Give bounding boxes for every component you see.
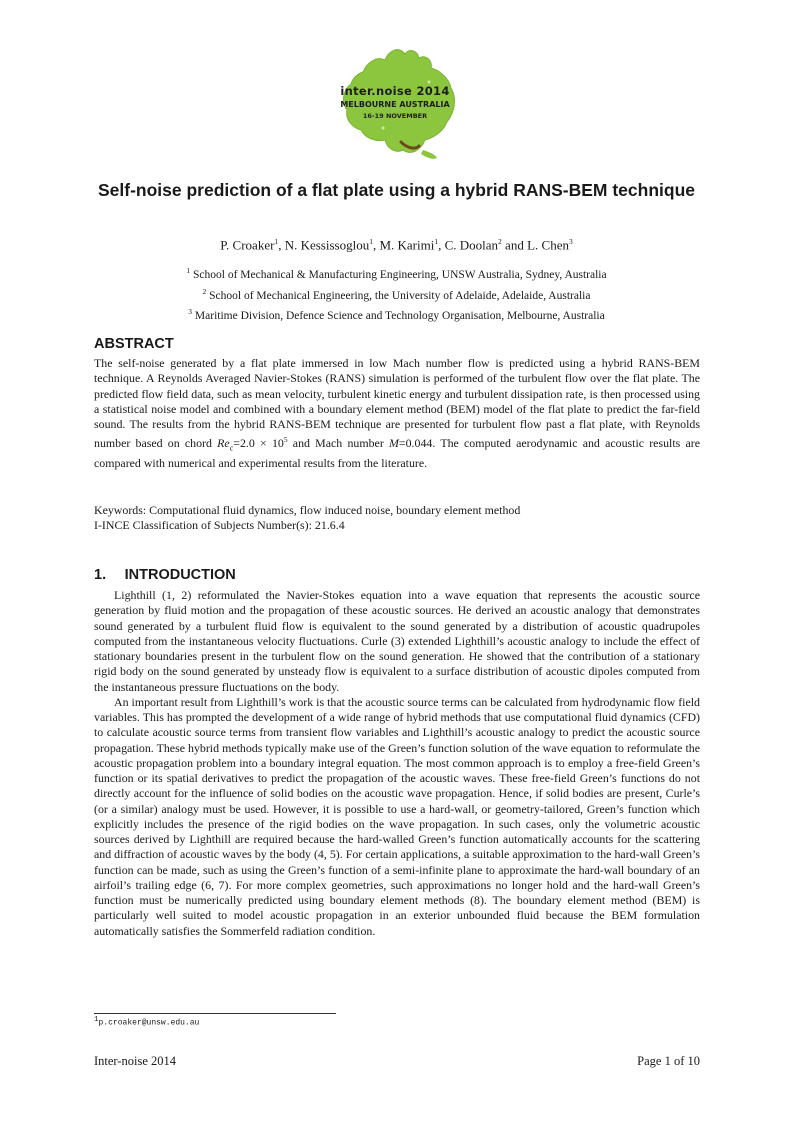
intro-paragraph-2: An important result from Lighthill’s work is that the acoustic source terms can be calculated from hydrodynamic flow field variables. This has prompted the development of a wide range of hybrid methods that use computational fluid dynamics (CFD) to calculate acoustic source terms from transient flow variables and Lighthill’s acoustic analogy to predict the acoustic source propagation. These hybrid methods typically make use of the Green’s function solution of the wave equation to reformulate the acoustic propagation problem into a boundary integral equation. The most common approach is to employ a free-field Green’s function or its spatial derivatives to predict the propagation of the acoustic waves. These free-field Green’s functions do not directly account for the influence of solid bodies on the acoustic wave propagation. Hence, if solid bodies are present, Curle’s (or a similar) analogy must be used. However, it is possible to use a hard-wall, or geometry-tailored, Green’s function which explicitly includes the presence of the rigid bodies on the wave propagation. In such cases, only the volumetric acoustic sources derived by Lighthill are required because the hard-walled Green’s function automatically accounts for the scattering and diffraction of acoustic waves by the body (4, 5). For certain applications, a suitable approximation to the hard-wall Green’s function can be made, such as using the Green’s function of a semi-infinite plane to approximate the hard-wall boundary of an airfoil’s trailing edge (6, 7). For more complex geometries, such approximations no longer hold and the hard-wall Green’s function must be numerically predicted using boundary element methods (8). The boundary element method (BEM) is particularly well suited to model acoustic propagation in an exterior unbounded fluid because the BEM formulation automatically satisfies the Sommerfeld radiation condition. xyxy=(94,694,700,938)
author-name: P. Croaker xyxy=(220,237,275,253)
logo-dates: 16-19 NOVEMBER xyxy=(362,112,428,120)
footnote-email: $^1$p.croaker@unsw.edu.au xyxy=(94,1016,200,1028)
author-affiliation-mark: 1 xyxy=(274,237,279,246)
introduction-heading: 1. INTRODUCTION xyxy=(94,567,236,583)
affiliation-1: $^1$ School of Mechanical & Manufacturing Engineering, UNSW Australia, Sydney, Australia xyxy=(186,266,607,281)
author-name: M. Karimi xyxy=(379,237,435,253)
paper-title: Self-noise prediction of a flat plate using a hybrid RANS-BEM technique xyxy=(98,180,695,200)
author-name: C. Doolan xyxy=(444,237,499,253)
author-name: N. Kessissoglou xyxy=(284,237,370,253)
author-affiliation-mark: 2 xyxy=(498,237,502,246)
footnote-rule xyxy=(94,1013,336,1014)
author-affiliation-mark: 3 xyxy=(568,237,573,246)
footer-page-number: Page 1 of 10 xyxy=(637,1054,700,1068)
footer-conference: Inter-noise 2014 xyxy=(94,1054,177,1068)
author-affiliation-mark: 1 xyxy=(369,237,373,246)
affiliation-3: $^3$ Maritime Division, Defence Science and Technology Organisation, Melbourne, Australia xyxy=(188,307,605,322)
introduction-body xyxy=(94,588,700,939)
conference-logo xyxy=(325,42,465,164)
abstract-heading: ABSTRACT xyxy=(94,336,174,352)
author-name: L. Chen xyxy=(527,237,569,253)
intro-paragraph-1: Lighthill (1, 2) reformulated the Navier-Stokes equation into a wave equation that represents the acoustic source generation by fluid motion and the propagation of these acoustic sources. He derived an acoustic analogy that demonstrates sound generated by a turbulent fluid flow is equivalent to the sound generated by a distribution of acoustic quadrupoles computed from the instantaneous velocity fluctuations. Curle (3) extended Lighthill’s acoustic analogy to include the effect of stationary boundaries present in the turbulent flow on the sound generation. He showed that the contribution of a stationary rigid body on the sound generated by unsteady flow is equivalent to a surface distribution of acoustic dipoles computed from the instantaneous pressure fluctuations on the body. xyxy=(94,588,700,694)
author-list: P. Croaker$^1$, N. Kessissoglou$^1$, M. Karimi$^1$, C. Doolan$^2$ and L. Chen$^3$ xyxy=(220,237,573,253)
classification: I-INCE Classification of Subjects Number(s): 21.6.4 xyxy=(94,518,345,532)
abstract-body: The self-noise generated by a flat plate immersed in low Mach number flow is predicted using a hybrid RANS-BEM technique. A Reynolds Averaged Navier-Stokes (RANS) simulation is performed of the turbulent flow over the flat plate. The predicted flow field data, such as mean velocity, turbulent kinetic energy and turbulent dissipation rate, is then processed using a statistical noise model and combined with a boundary element method (BEM) model of the flat plate to predict the far-field sound. The results from the hybrid RANS-BEM technique are presented for turbulent flow past a flat plate, with Reynolds number based on chord $Re_c=2.0 \times 10^5$ and Mach number M=0.044. The computed aerodynamic and acoustic results are compared with numerical and experimental results from the literature. xyxy=(94,356,700,470)
affiliation-2: $^2$ School of Mechanical Engineering, the University of Adelaide, Adelaide, Australia xyxy=(202,287,591,302)
keywords: Keywords: Computational fluid dynamics, flow induced noise, boundary element method xyxy=(94,503,521,517)
logo-location: MELBOURNE AUSTRALIA xyxy=(340,100,450,109)
author-affiliation-mark: 1 xyxy=(434,237,439,246)
logo-title: inter.noise 2014 xyxy=(340,84,450,98)
